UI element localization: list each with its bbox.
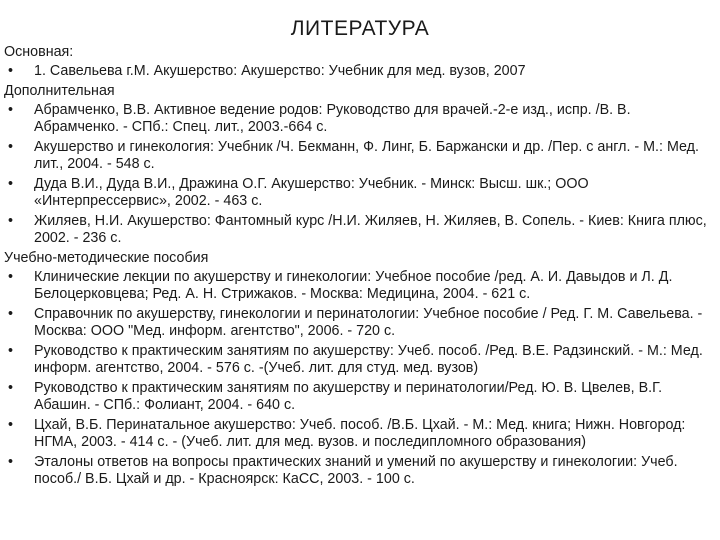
reference-text: Дуда В.И., Дуда В.И., Дражина О.Г. Акушерство: Учебник. - Минск: Высш. шк.; ООО «Интерпрессервис», 2002. - 463 с. bbox=[34, 176, 589, 209]
bullet-icon: • bbox=[8, 63, 14, 79]
section-heading: Дополнительная bbox=[4, 83, 115, 99]
bullet-icon: • bbox=[8, 269, 14, 285]
list-item bbox=[4, 176, 714, 210]
list-item bbox=[4, 380, 714, 414]
reference-text: Эталоны ответов на вопросы практических знаний и умений по акушерству и гинекологии: Учеб. пособ./ В.Б. Цхай и др. - Красноярск: КаСС, 2003. - 100 с. bbox=[34, 454, 678, 487]
reference-text: Справочник по акушерству, гинекологии и перинатологии: Учебное пособие / Ред. Г. М. Савельева. - Москва: ООО "Мед. информ. агентство", 2006. - 720 с. bbox=[34, 306, 703, 339]
section-heading: Основная: bbox=[4, 44, 74, 60]
reference-text: Цхай, В.Б. Перинатальное акушерство: Учеб. пособ. /В.Б. Цхай. - М.: Мед. книга; Нижн. Новгород: НГМА, 2003. - 414 с. - (Учеб. лит. для мед. вузов. и последипломного образования) bbox=[34, 417, 686, 450]
reference-text: Клинические лекции по акушерству и гинекологии: Учебное пособие /ред. А. И. Давыдов и Л. Д. Белоцерковцева; Ред. А. Н. Стрижаков. - Москва: Медицина, 2004. - 621 с. bbox=[34, 269, 673, 302]
title-text: ЛИТЕРАТУРА bbox=[290, 17, 430, 40]
list-item bbox=[4, 306, 714, 340]
list-item bbox=[4, 102, 714, 136]
reference-text: Жиляев, Н.И. Акушерство: Фантомный курс /Н.И. Жиляев, Н. Жиляев, В. Сопель. - Киев: Книга плюс, 2002. - 236 с. bbox=[34, 213, 707, 246]
section-heading: Учебно-методические пособия bbox=[4, 250, 209, 266]
bullet-icon: • bbox=[8, 139, 14, 155]
page-title bbox=[0, 17, 720, 41]
reference-text: Руководство к практическим занятиям по акушерству: Учеб. пособ. /Ред. В.Е. Радзинский. - М.: Мед. информ. агентство, 2004. - 576 с. -(Учеб. лит. для студ. мед. вузов) bbox=[34, 343, 703, 376]
reference-text: Акушерство и гинекология: Учебник /Ч. Бекманн, Ф. Линг, Б. Баржански и др. /Пер. с англ. - М.: Мед. лит., 2004. - 548 с. bbox=[34, 139, 699, 172]
reference-text: Абрамченко, В.В. Активное ведение родов: Руководство для врачей.-2-е изд., испр. /В. В. Абрамченко. - СПб.: Спец. лит., 2003.-664 с. bbox=[34, 102, 631, 135]
list-item bbox=[4, 269, 714, 303]
bullet-icon: • bbox=[8, 380, 14, 396]
bullet-icon: • bbox=[8, 102, 14, 118]
list-item bbox=[4, 63, 714, 80]
bullet-icon: • bbox=[8, 343, 14, 359]
list-item bbox=[4, 417, 714, 451]
bullet-icon: • bbox=[8, 417, 14, 433]
list-item bbox=[4, 343, 714, 377]
list-item bbox=[4, 139, 714, 173]
reference-text: 1. Савельева г.М. Акушерство: Акушерство: Учебник для мед. вузов, 2007 bbox=[34, 63, 526, 79]
reference-text: Руководство к практическим занятиям по акушерству и перинатологии/Ред. Ю. В. Цвелев, В.Г. Абашин. - СПб.: Фолиант, 2004. - 640 с. bbox=[34, 380, 663, 413]
bullet-icon: • bbox=[8, 176, 14, 192]
list-item bbox=[4, 454, 714, 488]
bullet-icon: • bbox=[8, 213, 14, 229]
bullet-icon: • bbox=[8, 454, 14, 470]
bullet-icon: • bbox=[8, 306, 14, 322]
reference-list bbox=[4, 44, 714, 491]
list-item bbox=[4, 213, 714, 247]
